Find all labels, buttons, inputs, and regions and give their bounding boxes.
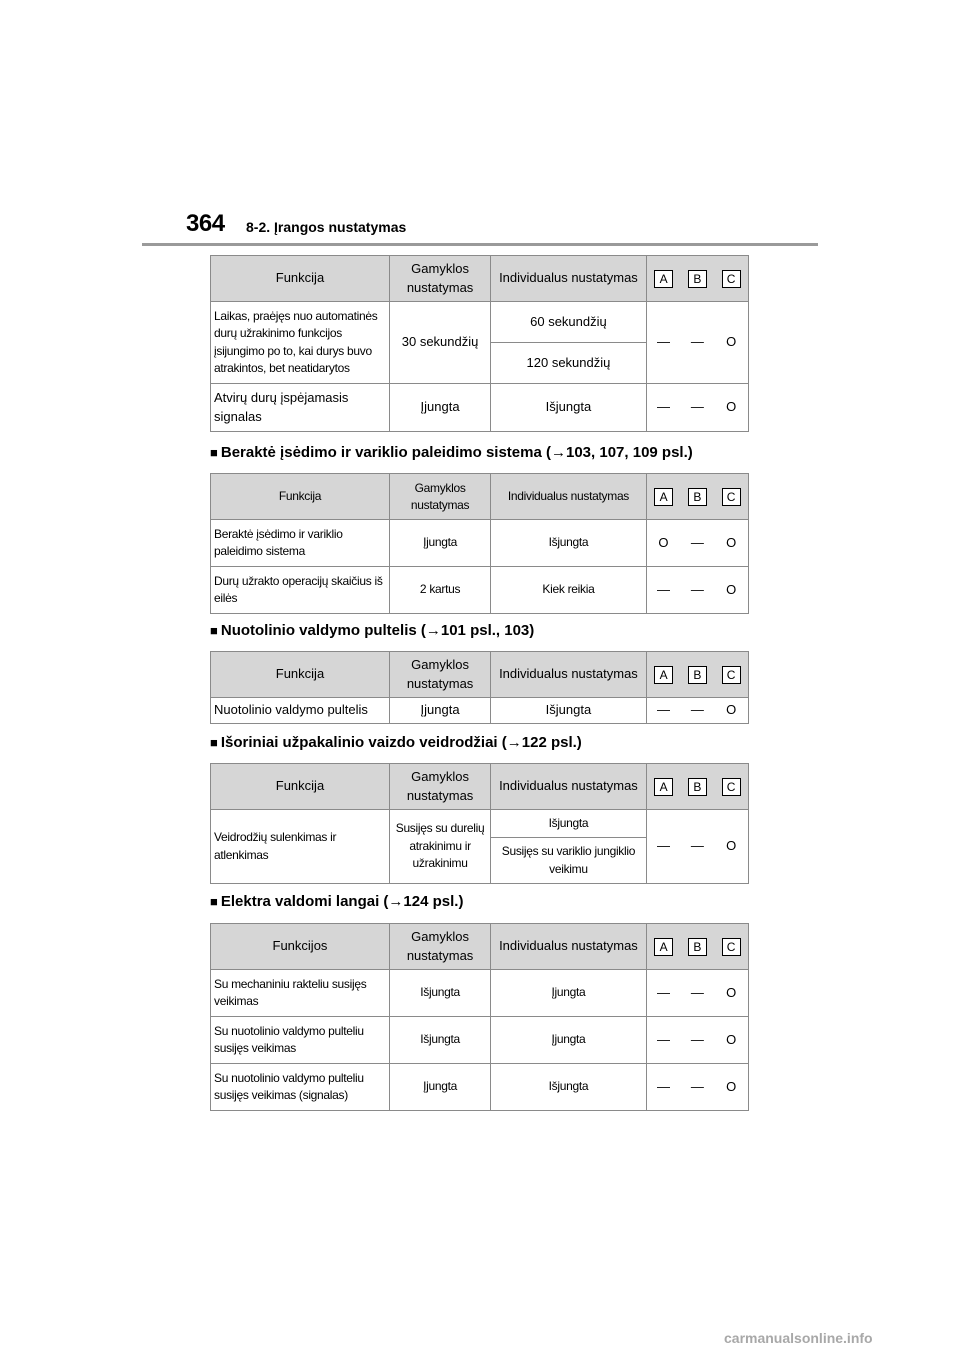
table-cell-b: — — [680, 302, 714, 384]
settings-table-keyless — [210, 473, 749, 614]
page-reference: →124 psl.) — [388, 893, 464, 910]
col-header-function: Funkcija — [211, 764, 390, 810]
table-cell-function: Su nuotolinio valdymo pulteliu susijęs veikimas (signalas) — [211, 1064, 390, 1111]
settings-table-windows — [210, 923, 749, 1111]
table-cell-factory: Išjungta — [389, 970, 490, 1017]
table-cell-function: Laikas, praėjęs nuo automatinės durų užrakinimo funkcijos įsijungimo po to, kai durys buvo atrakintos, bet neatidarytos — [211, 302, 390, 384]
table-cell-a: — — [646, 302, 680, 384]
col-header-function: Funkcija — [211, 474, 390, 520]
table-cell-b: — — [680, 567, 714, 614]
table-cell-c: O — [714, 810, 748, 884]
abc-label-b: B — [688, 938, 707, 956]
abc-label-a: A — [654, 666, 673, 684]
table-cell-function: Veidrodžių sulenkimas ir atlenkimas — [211, 810, 390, 884]
square-bullet-icon: ■ — [210, 894, 218, 909]
table-cell-b: — — [680, 384, 714, 432]
settings-table-door-lock — [210, 255, 749, 432]
table-cell-factory: Įjungta — [389, 384, 490, 432]
section-heading-keyless — [210, 444, 693, 461]
table-cell-a: — — [646, 384, 680, 432]
col-header-factory: Gamyklos nustatymas — [389, 924, 490, 970]
table-cell-b: — — [680, 698, 714, 724]
abc-label-c: C — [722, 666, 741, 684]
table-cell-function: Su nuotolinio valdymo pulteliu susijęs veikimas — [211, 1017, 390, 1064]
col-header-custom: Individualus nustatymas — [491, 924, 647, 970]
table-cell-b: — — [680, 970, 714, 1017]
col-header-custom: Individualus nustatymas — [491, 474, 647, 520]
abc-label-c: C — [722, 778, 741, 796]
table-cell-c: O — [714, 1017, 748, 1064]
page-reference: →122 psl.) — [506, 734, 582, 751]
col-header-abc — [646, 474, 748, 520]
table-cell-custom: 120 sekundžių — [491, 343, 647, 384]
col-header-abc — [646, 652, 748, 698]
abc-label-a: A — [654, 938, 673, 956]
table-cell-a: — — [646, 1064, 680, 1111]
table-cell-c: O — [714, 1064, 748, 1111]
table-cell-function: Durų užrakto operacijų skaičius iš eilės — [211, 567, 390, 614]
section-heading-windows — [210, 893, 463, 910]
col-header-abc — [646, 924, 748, 970]
abc-label-b: B — [688, 488, 707, 506]
heading-text: Beraktė įsėdimo ir variklio paleidimo sistema ( — [220, 444, 551, 461]
abc-label-c: C — [722, 270, 741, 288]
heading-text: Nuotolinio valdymo pultelis ( — [220, 622, 426, 639]
table-cell-custom: Išjungta — [491, 384, 647, 432]
col-header-factory: Gamyklos nustatymas — [389, 764, 490, 810]
abc-label-a: A — [654, 270, 673, 288]
table-cell-custom: Įjungta — [491, 1017, 647, 1064]
abc-label-b: B — [688, 270, 707, 288]
col-header-function: Funkcija — [211, 256, 390, 302]
abc-label-a: A — [654, 778, 673, 796]
table-cell-custom: Išjungta — [491, 520, 647, 567]
section-heading-mirrors — [210, 734, 582, 751]
table-cell-a: — — [646, 698, 680, 724]
page-number: 364 — [186, 210, 225, 237]
col-header-custom: Individualus nustatymas — [491, 652, 647, 698]
page-reference: →103, 107, 109 psl.) — [551, 444, 693, 461]
table-cell-custom: Kiek reikia — [491, 567, 647, 614]
square-bullet-icon: ■ — [210, 623, 218, 638]
table-cell-c: O — [714, 567, 748, 614]
abc-label-b: B — [688, 666, 707, 684]
table-cell-factory: 2 kartus — [389, 567, 490, 614]
table-cell-factory: Susijęs su durelių atrakinimu ir užrakinimu — [389, 810, 490, 884]
table-cell-a: — — [646, 810, 680, 884]
col-header-abc — [646, 764, 748, 810]
header-rule — [142, 243, 818, 246]
table-cell-custom: Įjungta — [491, 970, 647, 1017]
abc-label-b: B — [688, 778, 707, 796]
table-cell-a: — — [646, 1017, 680, 1064]
table-cell-c: O — [714, 520, 748, 567]
table-cell-function: Su mechaniniu rakteliu susijęs veikimas — [211, 970, 390, 1017]
table-cell-a: — — [646, 970, 680, 1017]
table-cell-function: Beraktė įsėdimo ir variklio paleidimo sistema — [211, 520, 390, 567]
table-cell-factory: Įjungta — [389, 1064, 490, 1111]
abc-label-a: A — [654, 488, 673, 506]
table-cell-factory: Išjungta — [389, 1017, 490, 1064]
col-header-factory: Gamyklos nustatymas — [389, 652, 490, 698]
table-cell-custom: 60 sekundžių — [491, 302, 647, 343]
table-cell-function: Atvirų durų įspėjamasis signalas — [211, 384, 390, 432]
table-cell-b: — — [680, 810, 714, 884]
col-header-custom: Individualus nustatymas — [491, 764, 647, 810]
table-cell-c: O — [714, 970, 748, 1017]
table-cell-factory: Įjungta — [389, 520, 490, 567]
table-cell-b: — — [680, 1064, 714, 1111]
heading-text: Elektra valdomi langai ( — [220, 893, 389, 910]
col-header-function: Funkcijos — [211, 924, 390, 970]
page-reference: →101 psl., 103) — [425, 622, 535, 639]
watermark: carmanualsonline.info — [724, 1330, 873, 1346]
heading-text: Išoriniai užpakalinio vaizdo veidrodžiai ( — [220, 734, 507, 751]
table-cell-custom: Išjungta — [491, 1064, 647, 1111]
section-heading-remote — [210, 622, 534, 639]
square-bullet-icon: ■ — [210, 445, 218, 460]
abc-label-c: C — [722, 938, 741, 956]
table-cell-c: O — [714, 698, 748, 724]
table-cell-function: Nuotolinio valdymo pultelis — [211, 698, 390, 724]
square-bullet-icon: ■ — [210, 735, 218, 750]
table-cell-b: — — [680, 1017, 714, 1064]
table-cell-b: — — [680, 520, 714, 567]
table-cell-a: — — [646, 567, 680, 614]
settings-table-mirrors — [210, 763, 749, 884]
table-cell-c: O — [714, 384, 748, 432]
table-cell-custom: Susijęs su variklio jungiklio veikimu — [491, 838, 647, 884]
table-cell-c: O — [714, 302, 748, 384]
col-header-factory: Gamyklos nustatymas — [389, 256, 490, 302]
col-header-abc — [646, 256, 748, 302]
col-header-factory: Gamyklos nustatymas — [389, 474, 490, 520]
table-cell-factory: Įjungta — [389, 698, 490, 724]
table-cell-a: O — [646, 520, 680, 567]
settings-table-remote — [210, 651, 749, 724]
col-header-custom: Individualus nustatymas — [491, 256, 647, 302]
abc-label-c: C — [722, 488, 741, 506]
table-cell-custom: Išjungta — [491, 810, 647, 838]
table-cell-custom: Išjungta — [491, 698, 647, 724]
section-title: 8-2. Įrangos nustatymas — [246, 219, 407, 235]
table-cell-factory: 30 sekundžių — [389, 302, 490, 384]
col-header-function: Funkcija — [211, 652, 390, 698]
